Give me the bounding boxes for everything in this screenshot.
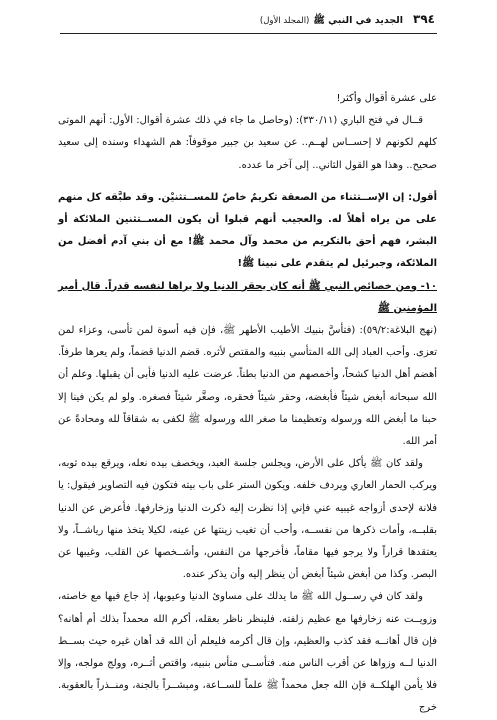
paragraph-4: (نهج البلاغة:٥٩/٢): (فتأسَّ بنبيك الأطيب الأطهر ﷺ، فإن فيه أسوة لمن تأسى، وعزاء لمن تعزى. وأحب العباد إلى الله المتأسي بنبيه والمقتص لأثره. قضم الدنيا قضماً، ولم يعرها طرفاً. أهضم أهل الدنيا كشحاً، وأخمصهم من الدنيا بطناً. عرضت عليه الدنيا فأبى أن يقبلها. وعلم أن الله سبحانه أبغض شيئاً فأبغضه، وحقر شيئاً فحقره، وصغَّر شيئاً فصغره. ولو لم يكن فينا إلا حبنا ما أبغض الله ورسوله وتعظيمنا ما صغر الله ورسوله ﷺ لكفى به شقاقاً لله ومحادةً عن أمر الله.: [58, 325, 438, 448]
volume-label: (المجلد الأول): [259, 16, 310, 26]
header-rule: [60, 33, 437, 34]
book-title: الجديد في النبي ﷺ: [313, 15, 404, 26]
paragraph-1: على عشرة أقوال وأكثر!: [336, 93, 437, 104]
paragraph-2: قــال في فتح الباري (٣٣٠/١١): (وحاصل ما جاء في ذلك عشرة أقوال: الأول: أنهم الموتى كلهم لكونهم لا إحســاس لهــم.. عن سعيد بن جبير موقوفاً: هم الشهداء وسنده إلى سعيد صحيح.. وهذا هو القول الثاني.. إلى آخر ما عدده.: [58, 115, 437, 171]
running-header: [62, 12, 435, 28]
body-text: [58, 88, 437, 720]
section-heading: ١٠- ومن خصائص النبي ﷺ أنه كان يحقر الدنيا ولا يراها لنفسه قدراً. قال أمير المؤمنين ﷺ: [58, 280, 437, 314]
paragraph-5: ولقد كان ﷺ يأكل على الأرض، ويجلس جلسة العبد، ويخصف بيده نعله، ويرقع بيده ثوبه، ويركب الحمار العاري ويردف خلفه. ويكون الستر على باب بيته فتكون فيه التصاوير فيقول: يا فلانة لإحدى أزواجه غيبيه عني فإني إذا نظرت إليه ذكرت الدنيا وزخارفها. فأعرض عن الدنيا بقلبــه، وأمات ذكرها من نفســه، وأحب أن تغيب زينتها عن عينه، لكيلا يتخذ منها رياشــاً، ولا يعتقدها قراراً ولا يرجو فيها مقاماً، فأخرجها من النفس، وأشــخصها عن القلب، وغيبها عن البصر. وكذا من أبغض شيئاً أبغض أن ينظر إليه وأن يذكر عنده.: [58, 458, 437, 581]
paragraph-6: ولقد كان في رســول الله ﷺ ما يدلك على مساوئ الدنيا وعيوبها، إذ جاع فيها مع خاصته، وزويــت عنه زخارفها مع عظيم زلفته. فلينظر ناظر بعقله، أكرم الله محمداً بذلك أم أهانه؟ فإن قال أهانــه فقد كذب والعظيم، وإن قال أكرمه فليعلم أن الله قد أهان غيره حيث بســط الدنيا لــه وزواها عن أقرب الناس منه. فتأســى متأس بنبيه، واقتص أثــره، وولج مولجه، وإلا فلا يأمن الهلكــة فإن الله جعل محمداً ﷺ علماً للســاعة، ومبشــراً بالجنة، ومنــذراً بالعقوبة. خرج: [58, 591, 437, 714]
page-number: ٣٩٤: [413, 12, 435, 26]
paragraph-3: أقول: إن الإســتثناء من الصعقة تكريمٌ خاصٌ للمســتثنيْن. وقد طبَّقه كل منهم على من يراه أهلاً له. والعجيب أنهم قبلوا أن يكون المســتثنين الملائكة أو البشر، فهم أحق بالتكريم من محمد وآل محمد ﷺ! مع أن بني آدم أفضل من الملائكة، وجبرئيل لم يتقدم على نبينا ﷺ!: [58, 191, 437, 270]
